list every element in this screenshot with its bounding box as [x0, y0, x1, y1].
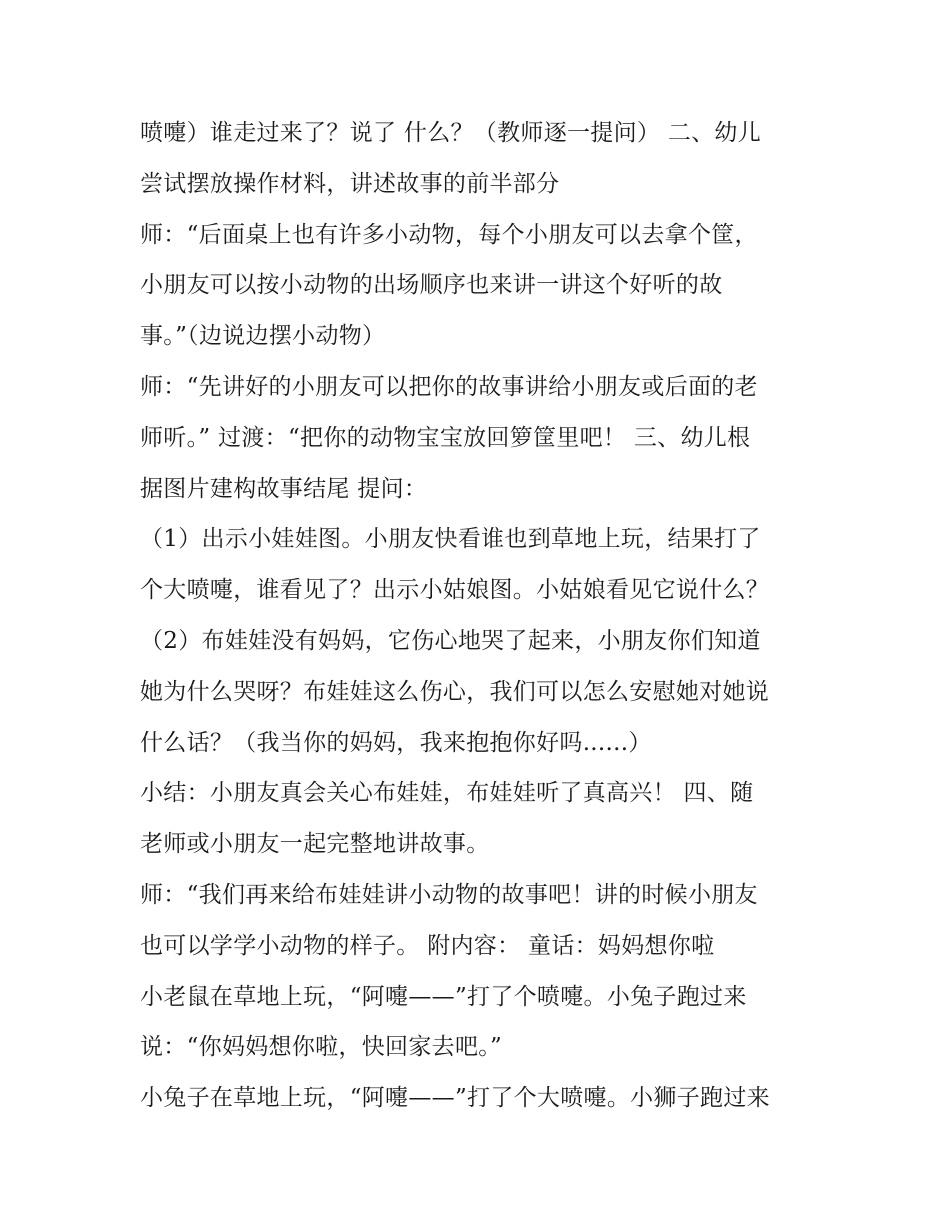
text-line: 小朋友可以按小动物的出场顺序也来讲一讲这个好听的故 [140, 272, 723, 299]
text-line: 师：“我们再来给布娃娃讲小动物的故事吧！讲的时候小朋友 [140, 881, 758, 908]
text-line: 事。”（边说边摆小动物） [140, 323, 386, 350]
text-line: 她为什么哭呀？布娃娃这么伤心，我们可以怎么安慰她对她说 [140, 678, 770, 705]
document-body [140, 108, 830, 1124]
text-line: 据图片建构故事结尾 提问： [140, 475, 428, 502]
text-line: 说：“你妈妈想你啦，快回家去吧。” [140, 1034, 503, 1061]
text-line: 小老鼠在草地上玩，“阿嚏——”打了个喷嚏。小兔子跑过来 [140, 983, 747, 1010]
text-line: 师：“后面桌上也有许多小动物，每个小朋友可以去拿个筐， [140, 221, 758, 248]
text-line: 也可以学学小动物的样子。 附内容： 童话：妈妈想你啦 [140, 932, 715, 959]
text-line: 尝试摆放操作材料，讲述故事的前半部分 [140, 170, 560, 197]
text-line: 老师或小朋友一起完整地讲故事。 [140, 831, 490, 858]
text-line: 喷嚏）谁走过来了？说了 什么？（教师逐一提问） 二、幼儿 [140, 120, 762, 146]
text-line: 小结：小朋友真会关心布娃娃，布娃娃听了真高兴！ 四、随 [140, 780, 754, 807]
text-line: 师：“先讲好的小朋友可以把你的故事讲给小朋友或后面的老 [140, 373, 758, 400]
text-line: （2）布娃娃没有妈妈，它伤心地哭了起来，小朋友你们知道 [140, 627, 761, 654]
text-line: （1）出示小娃娃图。小朋友快看谁也到草地上玩，结果打了 [140, 526, 761, 553]
text-line: 小兔子在草地上玩，“阿嚏——”打了个大喷嚏。小狮子跑过来 [140, 1085, 770, 1112]
text-line: 个大喷嚏，谁看见了？出示小姑娘图。小姑娘看见它说什么？ [140, 577, 770, 604]
text-line: 师听。” 过渡：“把你的动物宝宝放回箩筐里吧！ 三、幼儿根 [140, 424, 751, 451]
text-line: 什么话？（我当你的妈妈，我来抱抱你好吗......） [140, 729, 652, 756]
